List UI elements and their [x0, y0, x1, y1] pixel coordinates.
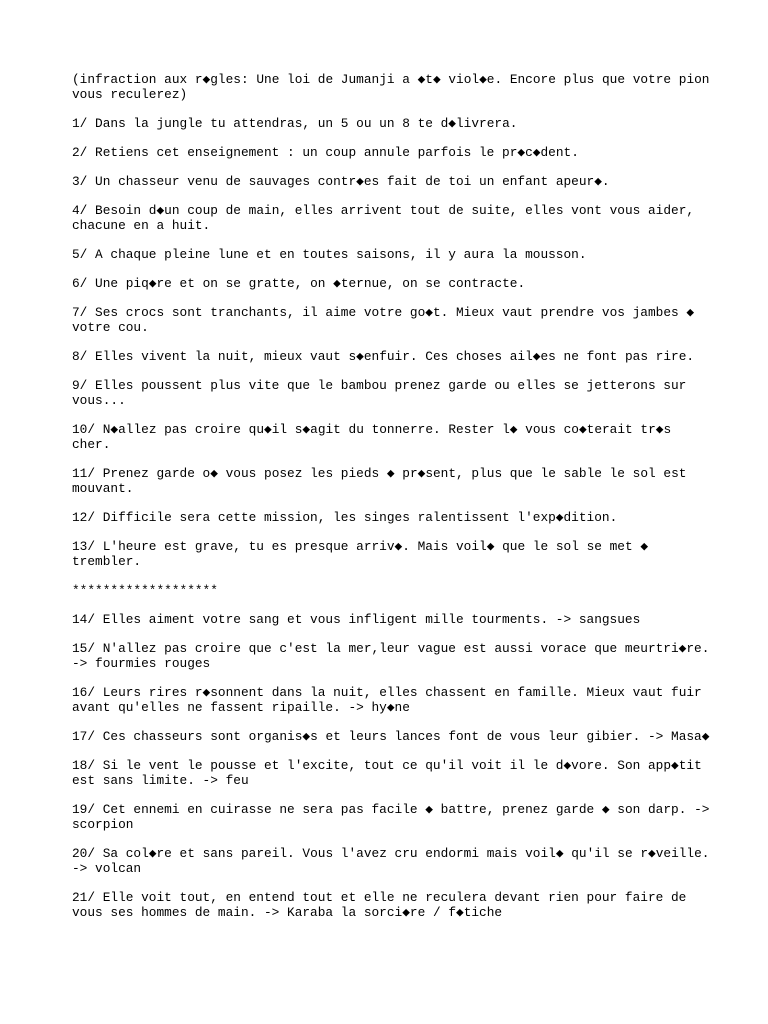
rule-13: 13/ L'heure est grave, tu es presque arriv◆. Mais voil◆ que le sol se met ◆ trembler. [72, 539, 649, 569]
riddle-15: 15/ N'allez pas croire que c'est la mer,leur vague est aussi vorace que meurtri◆re. -> fourmies rouges [72, 641, 710, 671]
riddle-18: 18/ Si le vent le pousse et l'excite, tout ce qu'il voit il le d◆vore. Son app◆tit est sans limite. -> feu [72, 758, 702, 788]
rule-8: 8/ Elles vivent la nuit, mieux vaut s◆enfuir. Ces choses ail◆es ne font pas rire. [72, 349, 695, 364]
rule-12: 12/ Difficile sera cette mission, les singes ralentissent l'exp◆dition. [72, 510, 618, 525]
riddle-17: 17/ Ces chasseurs sont organis◆s et leurs lances font de vous leur gibier. -> Masa◆ [72, 729, 710, 744]
rule-10: 10/ N◆allez pas croire qu◆il s◆agit du tonnerre. Rester l◆ vous co◆terait tr◆s cher. [72, 422, 672, 452]
rule-1: 1/ Dans la jungle tu attendras, un 5 ou un 8 te d◆livrera. [72, 116, 518, 131]
riddle-20: 20/ Sa col◆re et sans pareil. Vous l'avez cru endormi mais voil◆ qu'il se r◆veille. -> volcan [72, 846, 710, 876]
separator-line: ******************* [72, 583, 218, 598]
rule-6: 6/ Une piq◆re et on se gratte, on ◆ternue, on se contracte. [72, 276, 526, 291]
rule-9: 9/ Elles poussent plus vite que le bambou prenez garde ou elles se jetterons sur vous... [72, 378, 687, 408]
rule-7: 7/ Ses crocs sont tranchants, il aime votre go◆t. Mieux vaut prendre vos jambes ◆ votre cou. [72, 305, 695, 335]
riddle-16: 16/ Leurs rires r◆sonnent dans la nuit, elles chassent en famille. Mieux vaut fuir avant qu'elles ne fassent ripaille. -> hy◆ne [72, 685, 702, 715]
rule-2: 2/ Retiens cet enseignement : un coup annule parfois le pr◆c◆dent. [72, 145, 579, 160]
intro-rule-paragraph: (infraction aux r◆gles: Une loi de Jumanji a ◆t◆ viol◆e. Encore plus que votre pion vous reculerez) [72, 72, 710, 102]
document-page [72, 72, 712, 934]
rule-3: 3/ Un chasseur venu de sauvages contr◆es fait de toi un enfant apeur◆. [72, 174, 610, 189]
riddle-14: 14/ Elles aiment votre sang et vous infligent mille tourments. -> sangsues [72, 612, 641, 627]
rule-11: 11/ Prenez garde o◆ vous posez les pieds ◆ pr◆sent, plus que le sable le sol est mouvant. [72, 466, 687, 496]
riddle-21: 21/ Elle voit tout, en entend tout et elle ne reculera devant rien pour faire de vous ses hommes de main. -> Karaba la sorci◆re / f◆tiche [72, 890, 687, 920]
rule-5: 5/ A chaque pleine lune et en toutes saisons, il y aura la mousson. [72, 247, 587, 262]
rule-4: 4/ Besoin d◆un coup de main, elles arrivent tout de suite, elles vont vous aider, chacune en a huit. [72, 203, 695, 233]
riddle-19: 19/ Cet ennemi en cuirasse ne sera pas facile ◆ battre, prenez garde ◆ son darp. -> scorpion [72, 802, 710, 832]
